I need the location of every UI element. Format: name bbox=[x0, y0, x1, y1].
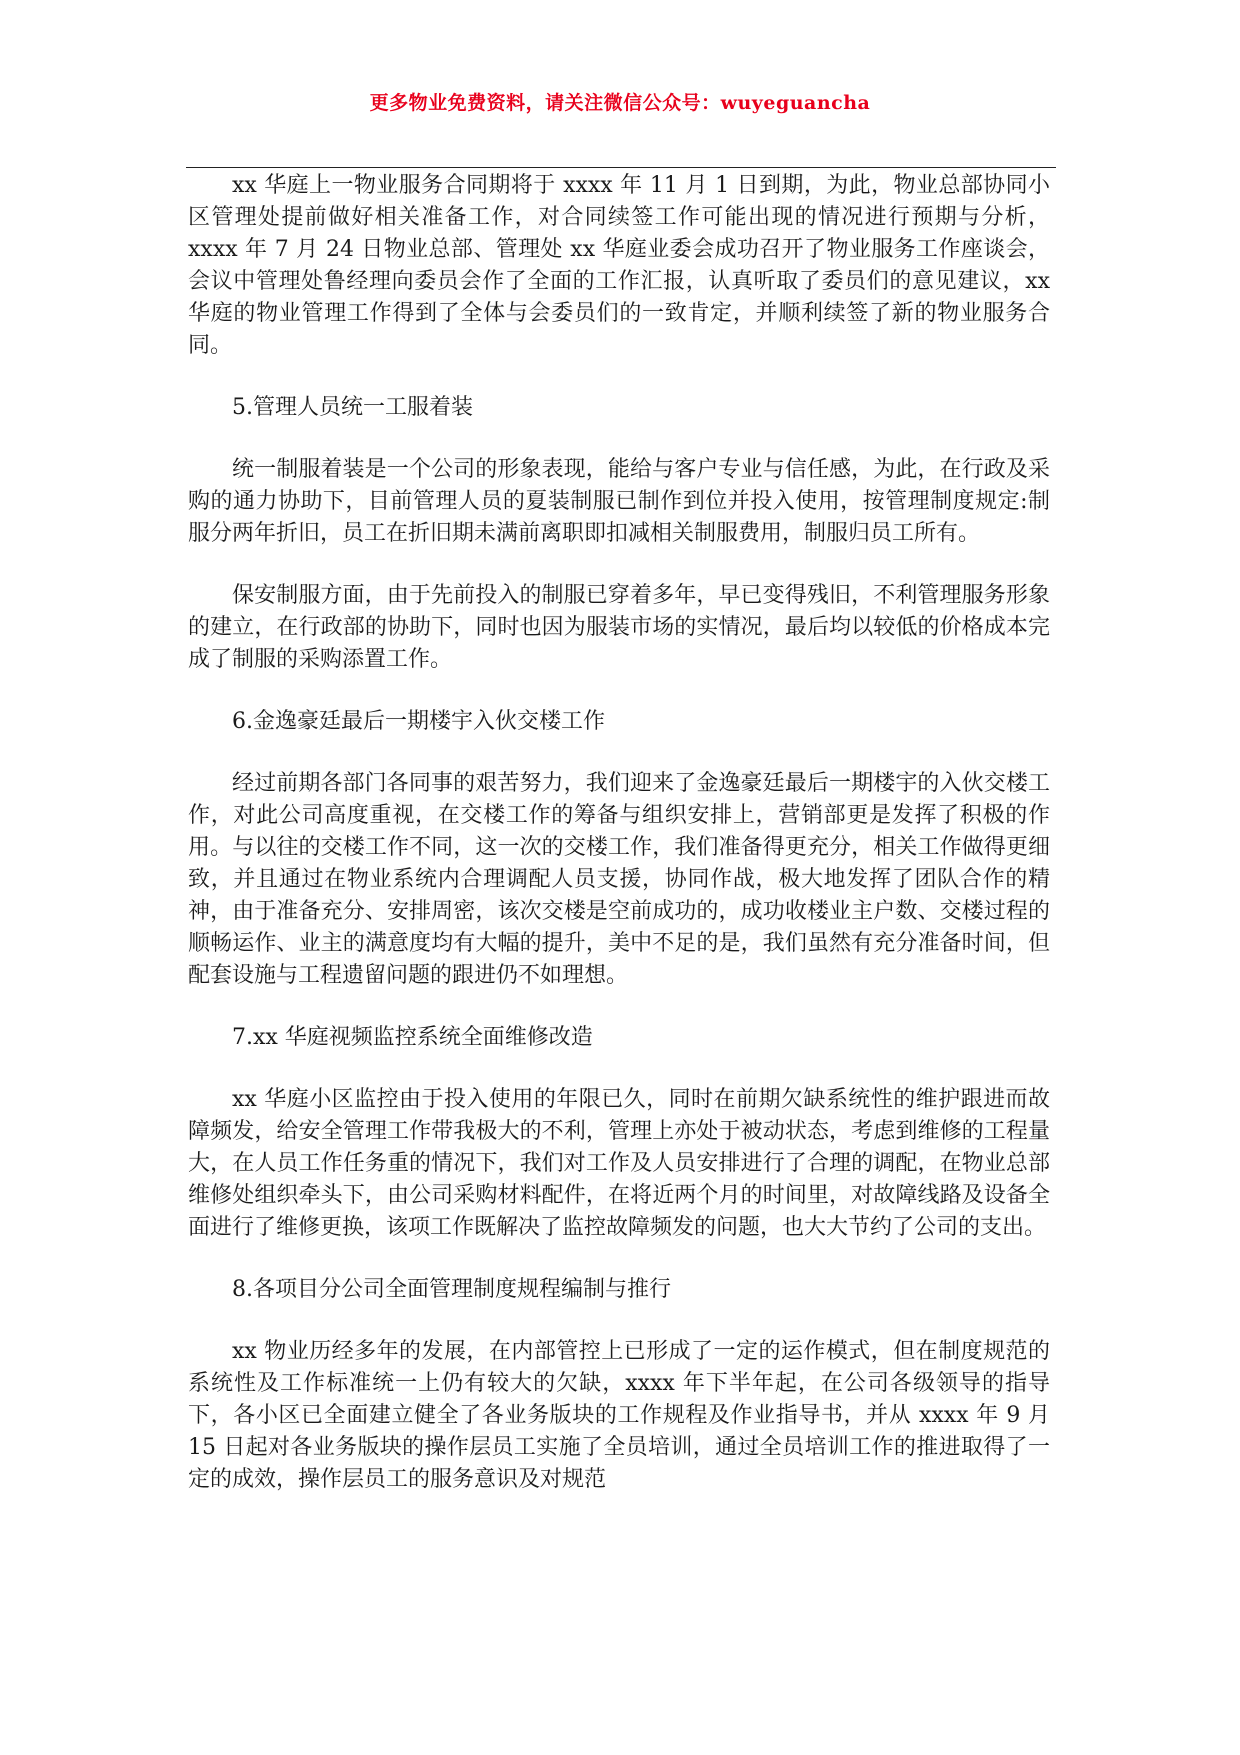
section-heading-5: 5.管理人员统一工服着装 bbox=[232, 395, 473, 420]
document-body bbox=[188, 170, 1050, 1526]
paragraph-uniform-management: 统一制服着装是一个公司的形象表现，能给与客户专业与信任感，为此，在行政及采购的通力协助下，目前管理人员的夏装制服已制作到位并投入使用，按管理制度规定:制服分两年折旧，员工在折旧期未满前离职即扣减相关制服费用，制服归员工所有。 bbox=[188, 457, 1050, 546]
header-divider bbox=[186, 167, 1056, 168]
section-heading-7: 7.xx 华庭视频监控系统全面维修改造 bbox=[232, 1025, 593, 1050]
paragraph-procedures: xx 物业历经多年的发展，在内部管控上已形成了一定的运作模式，但在制度规范的系统性及工作标准统一上仍有较大的欠缺，xxxx 年下半年起，在公司各级领导的指导下，各小区已全面建立健全了各业务版块的工作规程及作业指导书，并从 xxxx 年 9 月 15 日起对各业务版块的操作层员工实施了全员培训，通过全员培训工作的推进取得了一定的成效，操作层员工的服务意识及对规范 bbox=[188, 1339, 1050, 1492]
paragraph-security-uniform: 保安制服方面，由于先前投入的制服已穿着多年，早已变得残旧，不利管理服务形象的建立，在行政部的协助下，同时也因为服装市场的实情况，最后均以较低的价格成本完成了制服的采购添置工作。 bbox=[188, 583, 1050, 672]
section-heading-6: 6.金逸豪廷最后一期楼宇入伙交楼工作 bbox=[232, 709, 605, 734]
paragraph-contract-renewal: xx 华庭上一物业服务合同期将于 xxxx 年 11 月 1 日到期，为此，物业总部协同小区管理处提前做好相关准备工作，对合同续签工作可能出现的情况进行预期与分析，xxxx 年 7 月 24 日物业总部、管理处 xx 华庭业委会成功召开了物业服务工作座谈会，会议中管理处鲁经理向委员会作了全面的工作汇报，认真听取了委员们的意见建议，xx 华庭的物业管理工作得到了全体与会委员们的一致肯定，并顺利续签了新的物业服务合同。 bbox=[188, 173, 1050, 358]
paragraph-handover: 经过前期各部门各同事的艰苦努力，我们迎来了金逸豪廷最后一期楼宇的入伙交楼工作，对此公司高度重视，在交楼工作的筹备与组织安排上，营销部更是发挥了积极的作用。与以往的交楼工作不同，这一次的交楼工作，我们准备得更充分，相关工作做得更细致，并且通过在物业系统内合理调配人员支援，协同作战，极大地发挥了团队合作的精神，由于准备充分、安排周密，该次交楼是空前成功的，成功收楼业主户数、交楼过程的顺畅运作、业主的满意度均有大幅的提升，美中不足的是，我们虽然有充分准备时间，但配套设施与工程遗留问题的跟进仍不如理想。 bbox=[188, 771, 1050, 988]
section-heading-8: 8.各项目分公司全面管理制度规程编制与推行 bbox=[232, 1277, 671, 1302]
paragraph-cctv-repair: xx 华庭小区监控由于投入使用的年限已久，同时在前期欠缺系统性的维护跟进而故障频发，给安全管理工作带我极大的不利，管理上亦处于被动状态，考虑到维修的工程量大，在人员工作任务重的情况下，我们对工作及人员安排进行了合理的调配，在物业总部维修处组织牵头下，由公司采购材料配件，在将近两个月的时间里，对故障线路及设备全面进行了维修更换，该项工作既解决了监控故障频发的问题，也大大节约了公司的支出。 bbox=[188, 1087, 1050, 1240]
promo-banner: 更多物业免费资料，请关注微信公众号：wuyeguancha bbox=[369, 92, 871, 114]
